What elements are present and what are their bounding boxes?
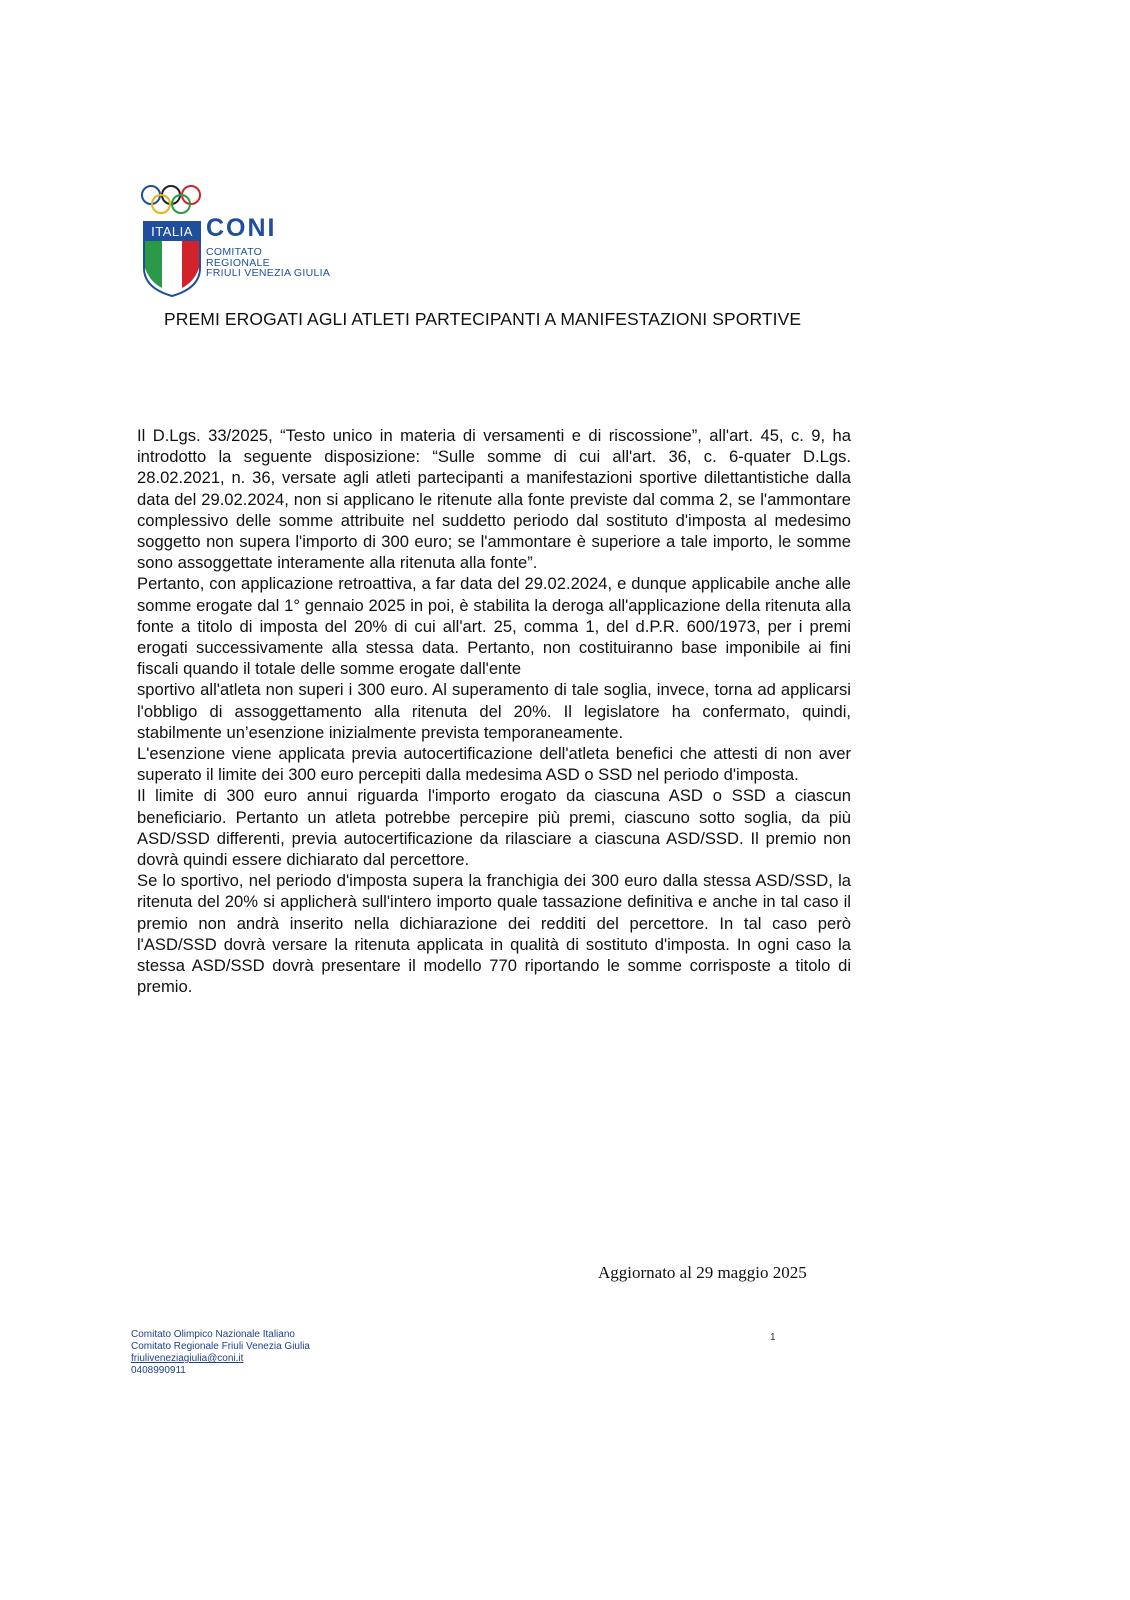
footer xyxy=(131,1329,310,1377)
shield-label: ITALIA xyxy=(151,224,193,239)
body-paragraph: L'esenzione viene applicata previa autocertificazione dell'atleta benefici che attesti di non aver superato il limite dei 300 euro percepiti dalla medesima ASD o SSD nel periodo d'imposta. xyxy=(137,744,851,785)
footer-email-link[interactable]: friuliveneziagiulia@coni.it xyxy=(131,1353,244,1364)
coni-wordmark: CONI xyxy=(206,214,277,242)
body-paragraph: sportivo all'atleta non superi i 300 euro. Al superamento di tale soglia, invece, torna ad applicarsi l'obbligo di assoggettamento alla ritenuta del 20%. Il legislatore ha confermato, quindi, stabilmente un’esenzione inizialmente prevista temporaneamente. xyxy=(137,680,851,742)
document-body xyxy=(137,425,851,997)
coni-subtitle-line: FRIULI VENEZIA GIULIA xyxy=(206,267,331,279)
body-paragraph: Il D.Lgs. 33/2025, “Testo unico in materia di versamenti e di riscossione”, all'art. 45, c. 9, ha introdotto la seguente disposizione: “Sulle somme di cui all'art. 36, c. 6-quater D.Lgs. 28.02.2021, n. 36, versate agli atleti partecipanti a manifestazioni sportive dilettantistiche dalla data del 29.02.2024, non si applicano le ritenute alla fonte previste dal comma 2, se l'ammontare complessivo delle somme attribuite nel suddetto periodo dal sostituto d'imposta al medesimo soggetto non supera l'importo di 300 euro; se l'ammontare è superiore a tale importo, le somme sono assoggettate interamente alla ritenuta alla fonte”. xyxy=(137,426,851,573)
document-title: PREMI EROGATI AGLI ATLETI PARTECIPANTI A MANIFESTAZIONI SPORTIVE xyxy=(164,309,802,329)
coni-subtitle-line: REGIONALE xyxy=(206,256,270,269)
body-paragraph: Pertanto, con applicazione retroattiva, a far data del 29.02.2024, e dunque applicabile anche alle somme erogate dal 1° gennaio 2025 in poi, è stabilita la deroga all'applicazione della ritenuta alla fonte a titolo di imposta del 20% di cui all'art. 25, comma 1, del d.P.R. 600/1973, per i premi erogati successivamente alla stessa data. Pertanto, non costituiranno base imponibile ai fini fiscali quando il totale delle somme erogate dall'ente xyxy=(137,574,851,679)
footer-committee-name: Comitato Regionale Friuli Venezia Giulia xyxy=(131,1341,310,1352)
footer-phone: 0408990911 xyxy=(131,1365,186,1376)
coni-logo xyxy=(138,184,348,299)
coni-subtitle-line: COMITATO xyxy=(206,246,263,258)
footer-org-name: Comitato Olimpico Nazionale Italiano xyxy=(131,1329,295,1340)
body-paragraph: Se lo sportivo, nel periodo d'imposta supera la franchigia dei 300 euro dalla stessa ASD/SSD, la ritenuta del 20% si applicherà sull'intero importo quale tassazione definitiva e anche in tal caso il premio non andrà inserito nella dichiarazione dei redditi del percettore. In tal caso però l'ASD/SSD dovrà versare la ritenuta applicata in qualità di sostituto d'imposta. In ogni caso la stessa ASD/SSD dovrà presentare il modello 770 riportando le somme corrisposte a titolo di premio. xyxy=(137,871,851,997)
page-number: 1 xyxy=(770,1332,776,1343)
coni-subtitle xyxy=(206,247,330,279)
body-paragraph: Il limite di 300 euro annui riguarda l'importo erogato da ciascuna ASD o SSD a ciascun beneficiario. Pertanto un atleta potrebbe percepire più premi, ciascuno sotto soglia, da più ASD/SSD differenti, previa autocertificazione da rilasciare a ciascuna ASD/SSD. Il premio non dovrà quindi essere dichiarato dal percettore. xyxy=(137,786,851,870)
updated-date: Aggiornato al 29 maggio 2025 xyxy=(598,1263,807,1282)
olympic-rings-icon xyxy=(140,184,204,216)
